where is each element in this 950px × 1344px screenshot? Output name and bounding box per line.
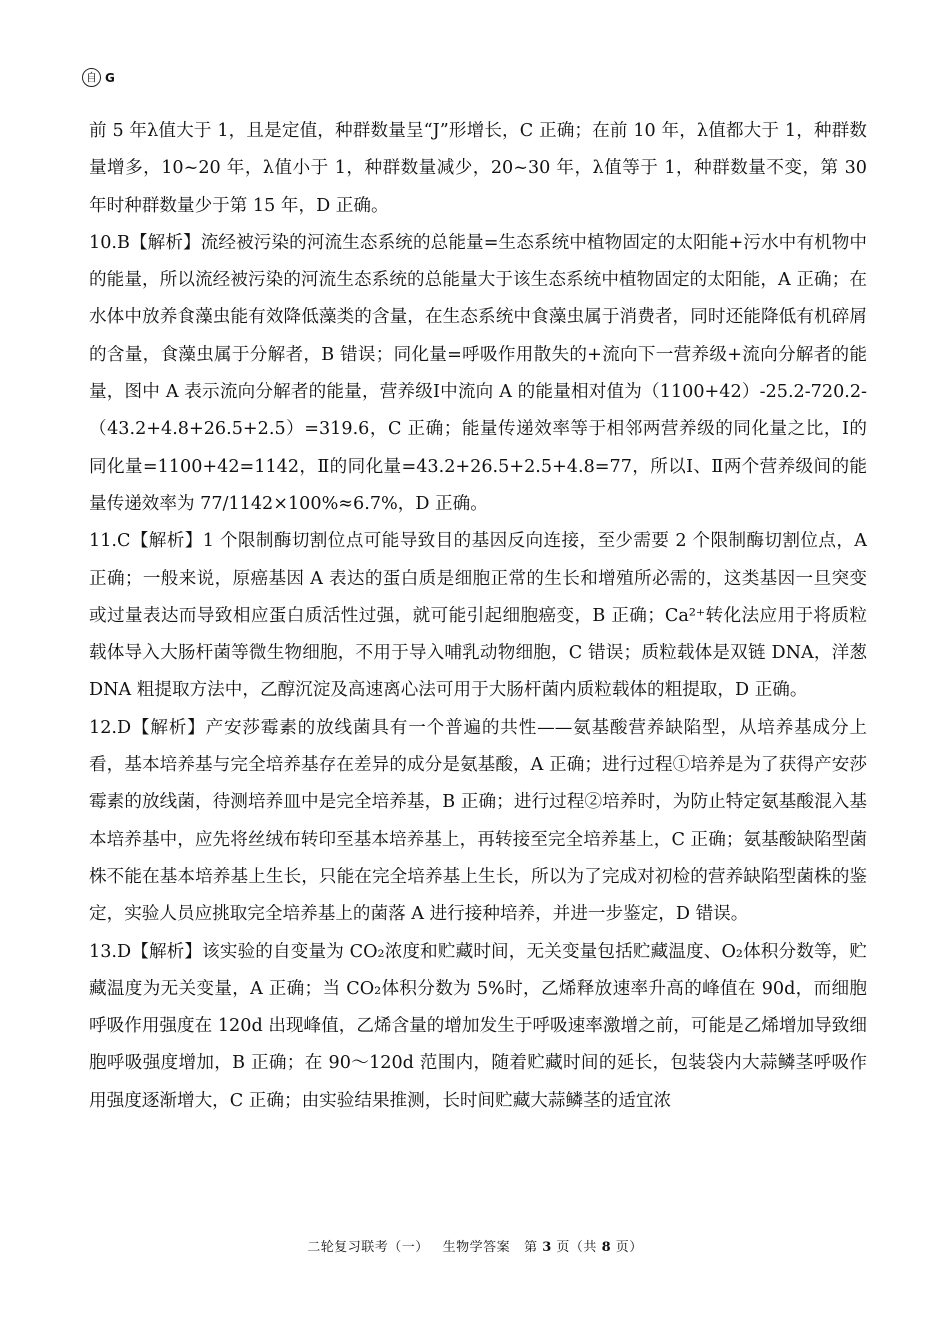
- answer-label: 13.D【解析】: [89, 941, 203, 962]
- answer-10: [89, 225, 867, 523]
- paragraph-text: 流经被污染的河流生态系统的总能量=生态系统中植物固定的太阳能+污水中有机物中的能量，所以流经被污染的河流生态系统的总能量大于该生态系统中植物固定的太阳能，A 正确；在水体中放养食藻虫能有效降低藻类的含量，在生态系统中食藻虫属于消费者，同时还能降低有机碎屑的含量，食藻虫属于分解者，B 错误；同化量=呼吸作用散失的+流向下一营养级+流向分解者的能量，图中 A 表示流向分解者的能量，营养级Ⅰ中流向 A 的能量相对值为（1100+42）-25.2-720.2-（43.2+4.8+26.5+2.5）=319.6，C 正确；能量传递效率等于相邻两营养级的同化量之比，Ⅰ的同化量=1100+42=1142，Ⅱ的同化量=43.2+26.5+2.5+4.8=77，所以Ⅰ、Ⅱ两个营养级间的能量传递效率为 77/1142×100%≈6.7%，D 正确。: [89, 232, 867, 514]
- footer-exam: 二轮复习联考（一）: [307, 1240, 429, 1255]
- answer-13: [89, 934, 867, 1120]
- logo-circle-icon: 自: [82, 68, 101, 87]
- footer-page-suffix: 页）: [615, 1240, 643, 1255]
- answer-label: 12.D【解析】: [89, 717, 206, 738]
- page-footer: [0, 1236, 950, 1255]
- paragraph-text: 该实验的自变量为 CO₂浓度和贮藏时间，无关变量包括贮藏温度、O₂体积分数等，贮藏温度为无关变量，A 正确；当 CO₂体积分数为 5%时，乙烯释放速率升高的峰值在 90d，而细胞呼吸作用强度在 120d 出现峰值，乙烯含量的增加发生于呼吸速率激增之前，可能是乙烯增加导致细胞呼吸强度增加，B 正确；在 90～120d 范围内，随着贮藏时间的延长，包装袋内大蒜鳞茎呼吸作用强度逐渐增大，C 正确；由实验结果推测，长时间贮藏大蒜鳞茎的适宜浓: [89, 941, 868, 1111]
- paragraph-text: 1 个限制酶切割位点可能导致目的基因反向连接，至少需要 2 个限制酶切割位点，A 正确；一般来说，原癌基因 A 表达的蛋白质是细胞正常的生长和增殖所必需的，这类基因一旦突变或过量表达而导致相应蛋白质活性过强，就可能引起细胞癌变，B 正确；Ca²⁺转化法应用于将质粒载体导入大肠杆菌等微生物细胞，不用于导入哺乳动物细胞，C 错误；质粒载体是双链 DNA，洋葱 DNA 粗提取方法中，乙醇沉淀及高速离心法可用于大肠杆菌内质粒载体的粗提取，D 正确。: [89, 531, 868, 701]
- answer-12: [89, 710, 867, 934]
- paragraph-text: 前 5 年λ值大于 1，且是定值，种群数量呈“J”形增长，C 正确；在前 10 年，λ值都大于 1，种群数量增多，10~20 年，λ值小于 1，种群数量减少，20~30 年，λ值等于 1，种群数量不变，第 30 年时种群数量少于第 15 年，D 正确。: [89, 121, 867, 216]
- logo-letter: G: [105, 70, 115, 85]
- paragraph-continuation: [89, 113, 867, 225]
- paragraph-text: 产安莎霉素的放线菌具有一个普遍的共性——氨基酸营养缺陷型，从培养基成分上看，基本培养基与完全培养基存在差异的成分是氨基酸，A 正确；进行过程①培养是为了获得产安莎霉素的放线菌，待测培养皿中是完全培养基，B 正确；进行过程②培养时，为防止特定氨基酸混入基本培养基中，应先将丝绒布转印至基本培养基上，再转接至完全培养基上，C 正确；氨基酸缺陷型菌株不能在基本培养基上生长，只能在完全培养基上生长，所以为了完成对初检的营养缺陷型菌株的鉴定，实验人员应挑取完全培养基上的菌落 A 进行接种培养，并进一步鉴定，D 错误。: [89, 717, 867, 925]
- answer-label: 10.B【解析】: [89, 232, 201, 253]
- answer-content: [89, 113, 867, 1120]
- answer-11: [89, 523, 867, 709]
- footer-total-pages: 8: [601, 1240, 612, 1255]
- answer-label: 11.C【解析】: [89, 531, 203, 552]
- footer-page-number: 3: [542, 1240, 552, 1255]
- footer-page-prefix: 第: [524, 1240, 538, 1255]
- footer-subject: 生物学答案: [442, 1240, 511, 1255]
- footer-page-mid: 页（共: [556, 1240, 597, 1255]
- publisher-logo: [82, 68, 115, 87]
